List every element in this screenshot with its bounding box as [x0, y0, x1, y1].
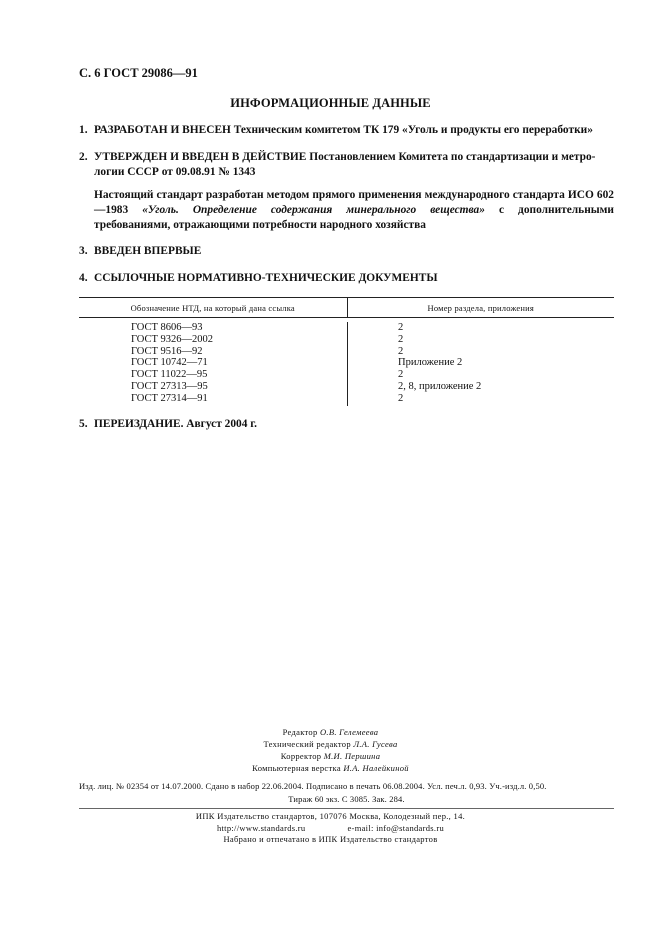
table-cell: ГОСТ 27314—91 [131, 392, 208, 404]
table-cell: ГОСТ 9516—92 [131, 345, 203, 357]
item-3 [79, 244, 614, 259]
item-number: 1. [79, 124, 88, 136]
credit-role: Корректор [280, 751, 324, 761]
table-cell: 2 [398, 322, 404, 333]
item-lead: РАЗРАБОТАН И ВНЕСЕН [94, 124, 231, 136]
item-number: 4. [79, 272, 88, 284]
table-cell: ГОСТ 11022—95 [131, 369, 208, 381]
table-cell: 2 [398, 392, 404, 404]
item-lead: УТВЕРЖДЕН И ВВЕДЕН В ДЕЙСТВИЕ [94, 151, 307, 163]
imprint-printer: Набрано и отпечатано в ИПК Издательство стандартов [223, 834, 438, 844]
credit-role: Технический редактор [263, 739, 354, 749]
note-quote: «Уголь. Определение содержания минерального вещества» [142, 204, 485, 216]
item-5 [79, 417, 614, 432]
imprint-block [0, 811, 661, 846]
publication-line: Изд. лиц. № 02354 от 14.07.2000. Сдано в набор 22.06.2004. Подписано в печать 06.08.2004. Усл. печ.л. 0,93. Уч.-изд.л. 0,50. [79, 781, 547, 791]
credits-block [0, 726, 661, 774]
item-text-line2: логии СССР от 09.08.91 № 1343 [94, 166, 256, 178]
table-column-sections [347, 322, 614, 406]
item-2 [79, 150, 614, 180]
item-number: 5. [79, 418, 88, 430]
table-cell: Приложение 2 [398, 357, 463, 369]
note-text: Настоящий стандарт разработан методом прямого применения международного стандарта ИСО 602—1983 [94, 189, 614, 216]
publication-line: Тираж 60 экз. С 3085. Зак. 284. [288, 793, 405, 804]
table-cell: 2 [398, 369, 404, 381]
credit-person: Л.А. Гусева [353, 739, 398, 749]
section-title: ИНФОРМАЦИОННЫЕ ДАННЫЕ [230, 96, 431, 110]
note-text-end: с дополнительными требованиями, отражающими потребности народного хозяйства [94, 204, 614, 231]
imprint-website: http://www.standards.ru [216, 822, 306, 833]
table-cell: ГОСТ 27313—95 [131, 380, 208, 392]
credit-role: Редактор [282, 727, 320, 737]
publication-info [79, 780, 614, 805]
table-cell: 2, 8, приложение 2 [398, 380, 482, 392]
credit-editor [0, 726, 661, 738]
credit-role: Компьютерная верстка [252, 763, 344, 773]
imprint-address: ИПК Издательство стандартов, 107076 Москва, Колодезный пер., 14. [195, 811, 466, 821]
item-text-line1: Постановлением Комитета по стандартизации и метро- [306, 151, 596, 163]
credit-proofreader [0, 750, 661, 762]
item-4 [79, 271, 614, 286]
item-number: 3. [79, 245, 88, 257]
table-header-cell: Номер раздела, приложения [347, 298, 615, 317]
table-header-cell: Обозначение НТД, на который дана ссылка [130, 302, 295, 313]
item-lead: ВВЕДЕН ВПЕРВЫЕ [94, 245, 202, 257]
table-cell: 2 [398, 345, 404, 357]
table-column-docs [79, 322, 347, 406]
table-header [79, 298, 614, 318]
credit-person: М.И. Першина [323, 751, 381, 761]
table-cell: 2 [398, 333, 404, 345]
item-text: Техническим комитетом ТК 179 «Уголь и продукты его переработки» [230, 124, 593, 136]
credit-person: О.В. Гелемеева [319, 727, 379, 737]
page-header: С. 6 ГОСТ 29086—91 [79, 66, 198, 80]
standard-note [79, 188, 614, 233]
item-1 [79, 123, 614, 138]
table-cell: ГОСТ 9326—2002 [131, 333, 214, 345]
table-cell: ГОСТ 10742—71 [131, 357, 208, 369]
item-lead: ПЕРЕИЗДАНИЕ. Август 2004 г. [94, 418, 258, 430]
divider [79, 808, 614, 809]
credit-tech-editor [0, 738, 661, 750]
credit-layout [0, 762, 661, 774]
credit-person: И.А. Налейкиной [343, 763, 409, 773]
imprint-email: e-mail: info@standards.ru [347, 822, 445, 833]
reference-table [79, 297, 614, 406]
item-lead: ССЫЛОЧНЫЕ НОРМАТИВНО-ТЕХНИЧЕСКИЕ ДОКУМЕНТЫ [94, 272, 438, 284]
item-number: 2. [79, 151, 88, 163]
table-body [79, 318, 614, 406]
table-cell: ГОСТ 8606—93 [131, 322, 203, 333]
imprint-contacts [0, 823, 661, 835]
